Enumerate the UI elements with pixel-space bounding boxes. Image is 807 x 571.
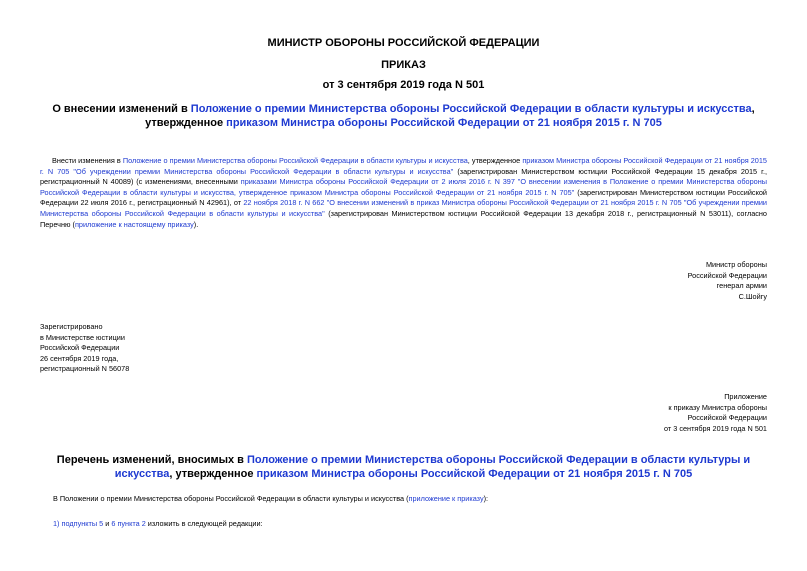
- order-705-link[interactable]: приказом Министра обороны Российской Федерации от 21 ноября 2015 г. N 705: [226, 117, 662, 129]
- date-number-heading: от 3 сентября 2019 года N 501: [322, 79, 485, 91]
- body-regulation-link[interactable]: Положение о премии Министерства обороны Российской Федерации в области культуры и искусства: [122, 156, 468, 165]
- registration-line: в Министерстве юстиции: [40, 332, 125, 342]
- point-2-link[interactable]: 6 пункта 2: [111, 519, 146, 528]
- item-1-paragraph: [53, 519, 263, 528]
- title-prefix: О внесении изменений в: [52, 103, 191, 115]
- registration-line: Зарегистрировано: [40, 322, 103, 331]
- para2-text: В Положении о премии Министерства обороны Российской Федерации в области культуры и искусства (: [53, 494, 409, 503]
- para2-text: ):: [483, 494, 489, 503]
- appendix-line: Приложение: [724, 392, 767, 401]
- appendix-line: Российской Федерации: [687, 413, 767, 423]
- doc-type-heading: ПРИКАЗ: [381, 59, 426, 71]
- body-appendix-link[interactable]: приложение к настоящему приказу: [74, 219, 194, 229]
- appendix-to-order-link[interactable]: приложение к приказу: [408, 494, 484, 503]
- title-middle: , утвержденное: [145, 103, 755, 129]
- signature-line: Министр обороны: [705, 260, 767, 269]
- title2-middle: , утвержденное: [169, 468, 257, 480]
- title2-order-705-link[interactable]: приказом Министра обороны Российской Федерации от 21 ноября 2015 г. N 705: [256, 468, 693, 480]
- order-title: [40, 102, 767, 130]
- registration-line: 26 сентября 2019 года,: [40, 353, 119, 363]
- body-text: ).: [193, 219, 199, 229]
- body-text: , утвержденное: [467, 156, 523, 165]
- appendix-line: к приказу Министра обороны: [668, 402, 767, 412]
- appendix-line: от 3 сентября 2019 года N 501: [664, 423, 767, 433]
- regulation-link[interactable]: Положение о премии Министерства обороны Российской Федерации в области культуры и искусства: [190, 103, 752, 115]
- signature-line: Российской Федерации: [687, 270, 767, 280]
- changes-list-title: [40, 453, 767, 481]
- registration-line: регистрационный N 56078: [40, 364, 130, 374]
- para3-text: изложить в следующей редакции:: [145, 519, 263, 528]
- para3-text: и: [103, 519, 112, 528]
- signature-block: [688, 260, 767, 302]
- body-paragraph: [40, 156, 767, 230]
- body-text: (зарегистрирован Министерством юстиции Российской Федерации 22 июля 2016 г., регистрационный N 42961), от: [40, 187, 767, 208]
- regulation-paragraph: [53, 494, 488, 503]
- body-text: (зарегистрирован Министерством юстиции Российской Федерации 13 декабря 2018 г., регистрационный N 53011), согласно Перечню (: [40, 208, 767, 229]
- body-order-705-link[interactable]: приказом Министра обороны Российской Федерации от 21 ноября 2015 г. N 705 "Об учреждении премии Министерства обороны Российской Федерации в области культуры и искусства": [40, 156, 767, 176]
- signature-line: С.Шойгу: [738, 291, 767, 301]
- appendix-block: [664, 392, 767, 434]
- body-order-662-link[interactable]: 22 ноября 2018 г. N 662 "О внесении изменений в приказ Министра обороны Российской Федерации от 21 ноября 2015 г. N 705 "Об учреждении премии Министерства обороны Российской Федерации в области культуры и искусства": [40, 198, 768, 218]
- body-order-397-link[interactable]: приказами Министра обороны Российской Федерации от 2 июля 2016 г. N 397 "О внесении изменения в Положение о премии Министерства обороны Российской Федерации в области культуры и искусства, утвержденное приказом Министра обороны Российской Федерации от 21 ноября 2015 г. N 705": [40, 177, 767, 197]
- body-text: Внести изменения в: [52, 156, 123, 165]
- title2-prefix: Перечень изменений, вносимых в: [56, 454, 247, 466]
- registration-line: Российской Федерации: [40, 343, 120, 353]
- title2-regulation-link[interactable]: Положение о премии Министерства обороны Российской Федерации в области культуры и искусства: [114, 454, 751, 480]
- signature-line: генерал армии: [716, 281, 767, 291]
- body-text: (зарегистрирован Министерством юстиции Российской Федерации 15 декабря 2015 г., регистрационный N 40089) (с изменениями, внесенными: [40, 166, 767, 187]
- item-1-link[interactable]: 1): [53, 519, 60, 528]
- org-heading: МИНИСТР ОБОРОНЫ РОССИЙСКОЙ ФЕДЕРАЦИИ: [267, 37, 540, 49]
- registration-block: [40, 322, 129, 375]
- subpoints-5-link[interactable]: подпункты 5: [61, 519, 104, 528]
